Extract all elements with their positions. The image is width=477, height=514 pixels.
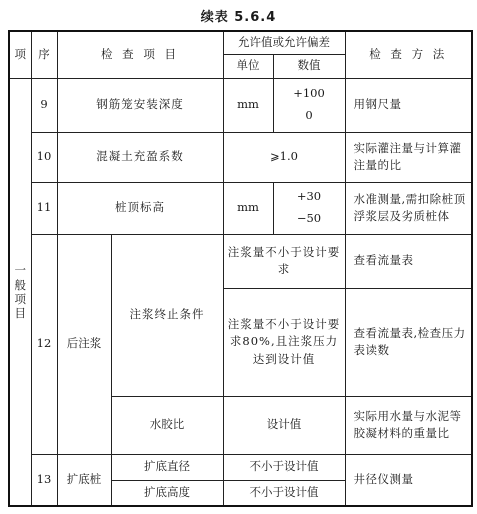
category-general-items: 一 般 项 目	[9, 78, 31, 506]
header-check-item: 检 查 项 目	[57, 31, 223, 78]
row11-method: 水准测量,需扣除桩顶浮浆层及劣质桩体	[345, 182, 472, 234]
row12-sub2-method: 实际用水量与水泥等胶凝材料的重量比	[345, 396, 472, 454]
row10-name: 混凝土充盈系数	[57, 132, 223, 182]
row12-sub2-name: 水胶比	[111, 396, 223, 454]
row13-method: 井径仪测量	[345, 454, 472, 506]
header-seq: 序	[31, 31, 57, 78]
row13-sub1-value: 不小于设计值	[223, 454, 345, 480]
row9-seq: 9	[31, 78, 57, 132]
row12-sub1a-value: 注浆量不小于设计要求	[223, 234, 345, 288]
row9-unit: mm	[223, 78, 273, 132]
row9-name: 钢筋笼安装深度	[57, 78, 223, 132]
row13-sub1-name: 扩底直径	[111, 454, 223, 480]
row13-seq: 13	[31, 454, 57, 506]
header-method: 检 查 方 法	[345, 31, 472, 78]
row11-seq: 11	[31, 182, 57, 234]
row11-name: 桩顶标高	[57, 182, 223, 234]
row12-sub1b-value: 注浆量不小于设计要求80%,且注浆压力达到设计值	[223, 288, 345, 396]
inspection-table	[8, 30, 473, 507]
row12-group: 后注浆	[57, 234, 111, 454]
row12-sub1-name: 注浆终止条件	[111, 234, 223, 396]
row11-unit: mm	[223, 182, 273, 234]
header-unit: 单位	[223, 54, 273, 78]
row12-sub1b-method: 查看流量表,检查压力表读数	[345, 288, 472, 396]
row12-seq: 12	[31, 234, 57, 454]
table-title: 续表 5.6.4	[200, 10, 277, 25]
header-value: 数值	[273, 54, 345, 78]
row9-value: +100 0	[273, 78, 345, 132]
row13-group: 扩底桩	[57, 454, 111, 506]
row10-method: 实际灌注量与计算灌注量的比	[345, 132, 472, 182]
row12-sub2-value: 设计值	[223, 396, 345, 454]
row9-method: 用钢尺量	[345, 78, 472, 132]
header-allowance: 允许值或允许偏差	[223, 31, 345, 54]
row11-value: +30 −50	[273, 182, 345, 234]
row10-seq: 10	[31, 132, 57, 182]
row13-sub2-name: 扩底高度	[111, 480, 223, 506]
row12-sub1a-method: 查看流量表	[345, 234, 472, 288]
header-item: 项	[9, 31, 31, 78]
row13-sub2-value: 不小于设计值	[223, 480, 345, 506]
row10-value: ⩾1.0	[223, 132, 345, 182]
